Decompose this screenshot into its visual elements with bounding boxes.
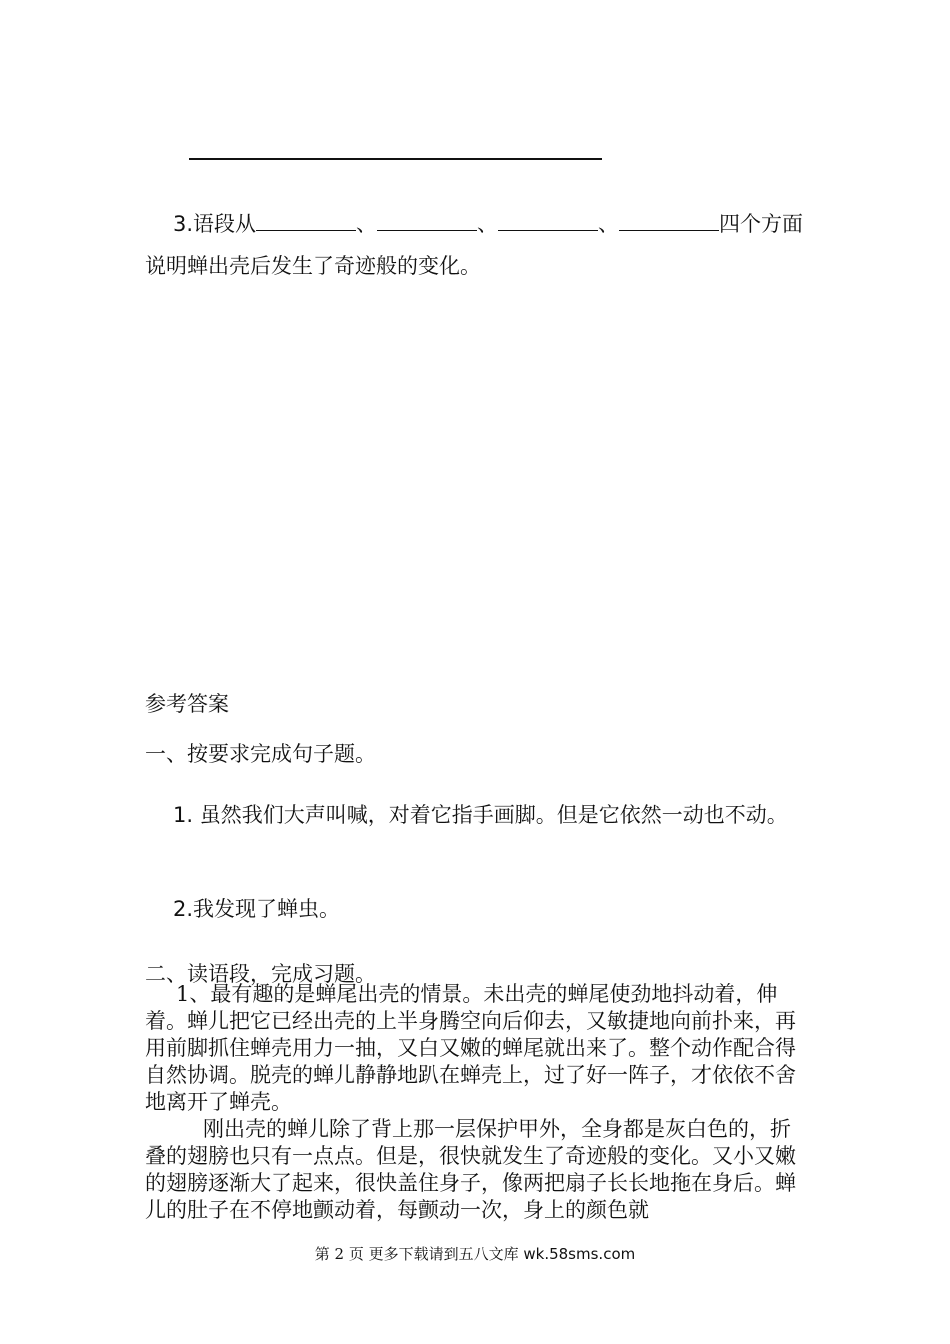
footer-page-text: 第 2 页 更多下载请到五八文库 [314,1245,524,1263]
question-3-prefix: 语段从 [193,212,257,236]
question-3-suffix: 四个方面说明蝉出壳后发生了奇迹般的变化。 [145,212,804,278]
answer-1-text: 虽然我们大声叫喊，对着它指手画脚。但是它依然一动也不动。 [193,803,788,827]
passage-paragraph-2: 刚出壳的蝉儿除了背上那一层保护甲外，全身都是灰白色的，折叠的翅膀也只有一点点。但是，很快就发生了奇迹般的变化。又小又嫩的翅膀逐渐大了起来，很快盖住身子，像两把扇子长长地拖在身后。蝉儿的肚子在不停地颤动着，每颤动一次，身上的颜色就 [145,1117,796,1222]
blank-1 [256,208,356,231]
answer-line [189,158,602,160]
section-2-heading: 二、读语段，完成习题。 [145,962,376,986]
answer-1 [145,795,805,835]
separator: 、 [477,212,499,236]
question-3-number: 3. [173,212,194,236]
section-1-heading: 一、按要求完成句子题。 [145,742,376,766]
footer-site: wk.58sms.com [523,1245,636,1263]
answer-1-number: 1. [173,803,194,827]
question-3 [145,203,805,287]
blank-4 [619,208,719,231]
blank-3 [498,208,598,231]
passage-paragraph-1: 1、最有趣的是蝉尾出壳的情景。未出壳的蝉尾使劲地抖动着，伸着。蝉儿把它已经出壳的上半身腾空向后仰去，又敏捷地向前扑来，再用前脚抓住蝉壳用力一抽，又白又嫩的蝉尾就出来了。整个动作配合得自然协调。脱壳的蝉儿静静地趴在蝉壳上，过了好一阵子，才依依不舍地离开了蝉壳。 [145,982,796,1114]
page-footer [0,1243,950,1264]
separator: 、 [598,212,620,236]
separator: 、 [356,212,378,236]
reading-passage [145,981,805,1224]
answer-2-text: 我发现了蝉虫。 [193,897,341,921]
answer-2 [145,893,340,923]
answer-2-number: 2. [173,897,194,921]
blank-2 [377,208,477,231]
answers-title: 参考答案 [145,692,229,716]
